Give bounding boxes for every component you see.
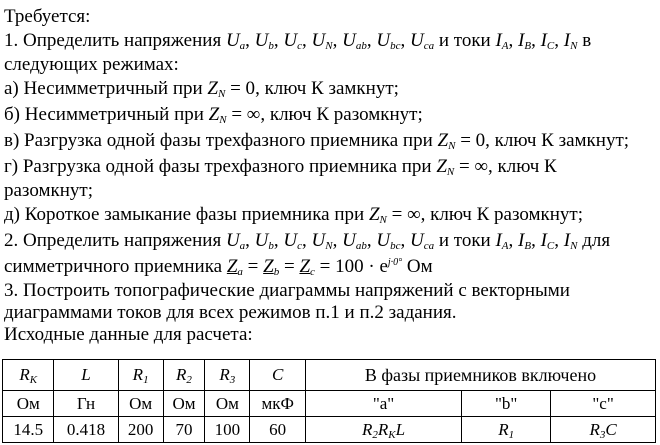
task3-line2: диаграммами токов для всех режимов п.1 и п.2 задания. [4, 302, 457, 323]
mode-e: д) Короткое замыкание фазы приемника при $Z_N$ = ∞, ключ К разомкнут; [4, 204, 584, 226]
math-symbol: $I_A$ [495, 230, 509, 252]
header-cell [3, 360, 54, 391]
math-symbol: $U_{ca}$ [409, 230, 435, 252]
math-symbol: $R_K$ [377, 419, 396, 441]
math-symbol: $U_N$ [311, 230, 333, 252]
task2-suffix: для [582, 230, 611, 251]
math-symbol: $I_B$ [518, 30, 532, 52]
task2-currents: $I_A$, $I_B$, $I_C$, $I_N$ [495, 230, 578, 252]
math-symbol: $U_N$ [311, 30, 333, 52]
task1-and-currents: и токи [438, 30, 491, 51]
math-symbol: $U_{ab}$ [342, 230, 367, 252]
task1-voltages: $U_a$, $U_b$, $U_c$, $U_N$, $U_{ab}$, $U_{bc}$, $U_{ca}$ [225, 30, 435, 52]
phase-label-c: "c" [551, 391, 656, 417]
value-cell: 14.5 [3, 417, 54, 443]
mode-a: а) Несимметричный при $Z_N = 0$, ключ К замкнут; [4, 78, 399, 100]
math-symbol: L [81, 365, 91, 384]
task1-prefix: 1. Определить напряжения [4, 30, 222, 51]
math-symbol: $I_C$ [540, 30, 555, 52]
math-symbol: $R_2$ [361, 419, 378, 441]
task1-line1 [4, 30, 591, 52]
unit-cell: Гн [54, 391, 118, 417]
math-symbol: $I_N$ [563, 30, 578, 52]
mode-b: б) Несимметричный при $Z_N$ = ∞, ключ К разомкнут; [4, 104, 423, 126]
mode-d-line2: разомкнут; [4, 180, 93, 201]
math-symbol: $U_a$ [225, 30, 246, 52]
math-symbol: $I_N$ [563, 230, 578, 252]
impedance-formula: $Z_a = Z_b = Z_c = 100 \cdot e^{j\cdot 0^\circ}$ Ом [226, 256, 433, 278]
table-units-row [3, 391, 656, 417]
header-cell [54, 360, 118, 391]
task1-suffix: в [582, 30, 592, 51]
value-cell: 200 [118, 417, 163, 443]
math-symbol: $U_{bc}$ [376, 30, 401, 52]
math-symbol: $R_2$ [176, 365, 192, 386]
table-values-row [3, 417, 656, 443]
header-cell [205, 360, 250, 391]
math-symbol: $R_3$ [219, 365, 236, 386]
phase-label-a: "a" [305, 391, 461, 417]
math-symbol: $I_C$ [540, 230, 555, 252]
math-symbol: $U_{ca}$ [409, 30, 435, 52]
math-symbol: $R_1$ [132, 365, 149, 386]
unit-cell: Ом [205, 391, 250, 417]
value-cell: 0.418 [54, 417, 118, 443]
task3-line3: Исходные данные для расчета: [4, 324, 253, 345]
phase-c-elements [551, 417, 656, 443]
math-symbol: C [605, 419, 617, 439]
unit-cell: мкФ [250, 391, 305, 417]
unit-cell: Ом [3, 391, 54, 417]
math-symbol: $U_b$ [254, 30, 274, 52]
header-cell [118, 360, 163, 391]
math-symbol: $R_1$ [498, 419, 515, 441]
task2-line1: 2. Определить напряжения $U_a$, $U_b$, $U_c$, $U_N$, $U_{ab}$, $U_{bc}$, $U_{ca}$ и токи $I_A$, $I_B$, $I_C$, $I_N$ для [4, 230, 611, 252]
math-symbol: $R_K$ [19, 365, 38, 386]
unit-cell: Ом [163, 391, 205, 417]
task2-prefix: 2. Определить напряжения [4, 230, 222, 251]
math-symbol: $U_{bc}$ [376, 230, 401, 252]
math-symbol: $I_A$ [495, 30, 509, 52]
math-symbol: L [395, 419, 406, 439]
task2-voltages: $U_a$, $U_b$, $U_c$, $U_N$, $U_{ab}$, $U_{bc}$, $U_{ca}$ [225, 230, 435, 252]
value-cell: 60 [250, 417, 305, 443]
mode-d: г) Разгрузка одной фазы трехфазного приемника при $Z_N$ = ∞, ключ К [4, 156, 557, 178]
phase-header: В фазы приемников включено [305, 360, 655, 391]
task3-line1: 3. Построить топографические диаграммы напряжений с векторными [4, 280, 570, 301]
table-header-row [3, 360, 656, 391]
unit-cell: Ом [118, 391, 163, 417]
params-table [2, 359, 656, 443]
header-cell [250, 360, 305, 391]
math-symbol: $U_c$ [283, 30, 303, 52]
phase-label-b: "b" [462, 391, 551, 417]
phase-a-elements [305, 417, 461, 443]
task1-line2: следующих режимах: [4, 54, 179, 75]
math-symbol: $U_b$ [254, 230, 274, 252]
task1-currents: $I_A$, $I_B$, $I_C$, $I_N$ [495, 30, 578, 52]
math-symbol: $U_a$ [225, 230, 246, 252]
heading: Требуется: [4, 6, 91, 27]
mode-c: в) Разгрузка одной фазы трехфазного приемника при $Z_N = 0$, ключ К замкнут; [4, 130, 630, 152]
value-cell: 70 [163, 417, 205, 443]
math-symbol: C [271, 365, 284, 384]
math-symbol: $U_{ab}$ [342, 30, 367, 52]
phase-b-elements [462, 417, 551, 443]
header-cell [163, 360, 205, 391]
value-cell: 100 [205, 417, 250, 443]
math-symbol: $I_B$ [518, 230, 532, 252]
math-symbol: $R_3$ [589, 419, 606, 441]
task2-line2: симметричного приемника $Z_a = Z_b = Z_c = 100 \cdot e^{j\cdot 0^\circ}$ Ом [4, 256, 433, 278]
math-symbol: $U_c$ [283, 230, 303, 252]
